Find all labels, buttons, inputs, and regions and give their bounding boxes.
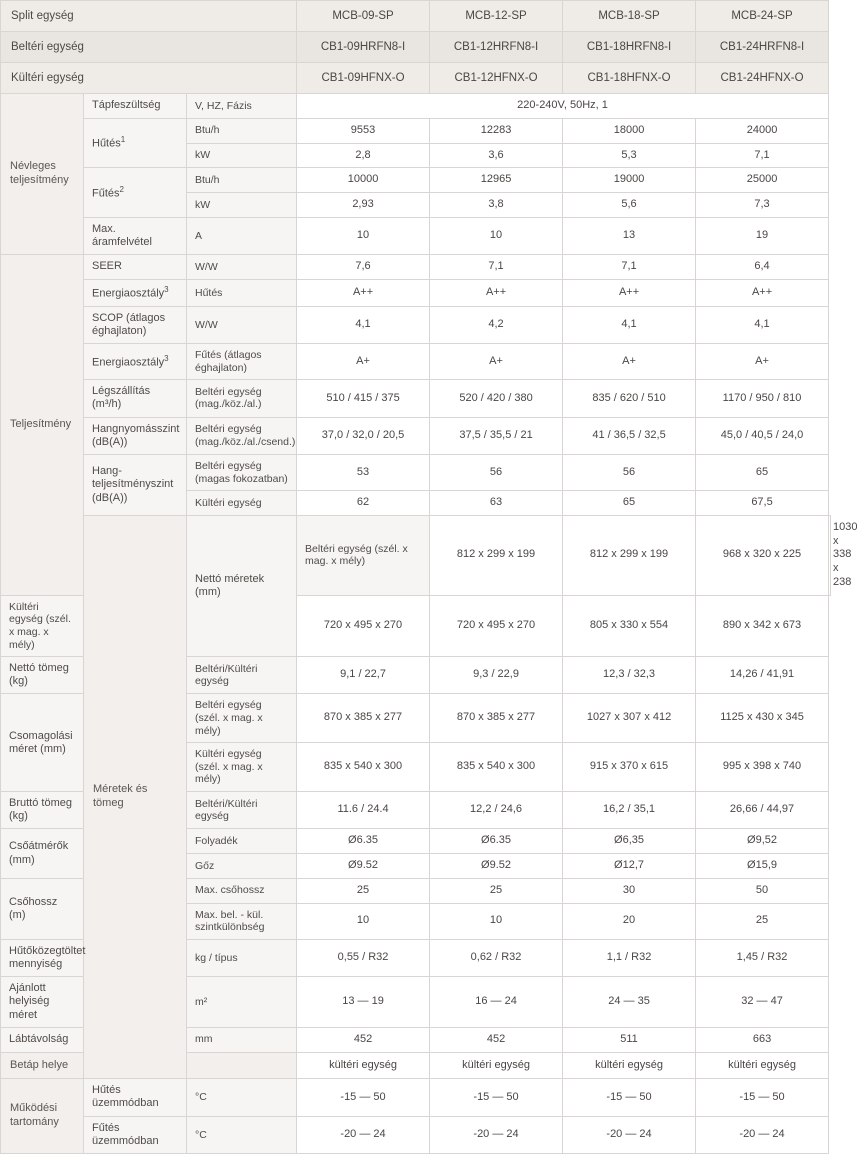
airflow-1: 510 / 415 / 375 xyxy=(297,380,430,417)
param-operating-heating: Fűtés üzemmódban xyxy=(84,1116,187,1153)
net-dim-outdoor-4: 890 x 342 x 673 xyxy=(696,595,829,656)
unit-energy-class-cooling: Hűtés xyxy=(187,279,297,306)
outdoor-model-2: CB1-12HFNX-O xyxy=(430,63,563,94)
group-operating-range: Működési tartomány xyxy=(1,1079,84,1154)
cooling-btu-1: 9553 xyxy=(297,118,430,143)
seer-4: 6,4 xyxy=(696,255,829,280)
param-sound-pressure: Hangnyomásszint (dB(A)) xyxy=(84,417,187,454)
model-col-1: MCB-09-SP xyxy=(297,1,430,32)
pipe-gas-2: Ø9.52 xyxy=(430,854,563,879)
cooling-kw-3: 5,3 xyxy=(563,143,696,168)
op-heating-4: -20 — 24 xyxy=(696,1116,829,1153)
table-row xyxy=(1,344,831,380)
table-row xyxy=(1,279,831,306)
pack-dim-outdoor-4: 995 x 398 x 740 xyxy=(696,743,829,792)
refrigerant-4: 1,45 / R32 xyxy=(696,939,829,976)
unit-net-weight: Beltéri/Kültéri egység xyxy=(187,657,297,694)
energy-class-heat-4: A+ xyxy=(696,344,829,380)
pack-dim-indoor-1: 870 x 385 x 277 xyxy=(297,694,430,743)
param-gross-weight: Bruttó tömeg (kg) xyxy=(1,792,84,829)
unit-btuh: Btu/h xyxy=(187,118,297,143)
cooling-kw-2: 3,6 xyxy=(430,143,563,168)
refrigerant-1: 0,55 / R32 xyxy=(297,939,430,976)
table-row xyxy=(1,380,831,417)
sound-power-outdoor-1: 62 xyxy=(297,491,430,516)
foot-distance-3: 511 xyxy=(563,1027,696,1052)
energy-class-cool-3: A++ xyxy=(563,279,696,306)
sound-power-indoor-1: 53 xyxy=(297,455,430,491)
sound-pressure-4: 45,0 / 40,5 / 24,0 xyxy=(696,417,829,454)
table-row xyxy=(1,1052,831,1079)
outdoor-model-3: CB1-18HFNX-O xyxy=(563,63,696,94)
gross-weight-2: 12,2 / 24,6 xyxy=(430,792,563,829)
pack-dim-outdoor-1: 835 x 540 x 300 xyxy=(297,743,430,792)
sound-power-outdoor-4: 67,5 xyxy=(696,491,829,516)
param-room-size: Ajánlott helyiség méret xyxy=(1,977,84,1028)
param-energy-class-heating: Energiaosztály$^3$ xyxy=(84,344,187,380)
op-heating-2: -20 — 24 xyxy=(430,1116,563,1153)
unit-operating-cooling: °C xyxy=(187,1079,297,1116)
seer-2: 7,1 xyxy=(430,255,563,280)
param-energy-class-cooling: Energiaosztály$^3$ xyxy=(84,279,187,306)
refrigerant-2: 0,62 / R32 xyxy=(430,939,563,976)
unit-refrigerant-charge: kg / típus xyxy=(187,939,297,976)
scop-4: 4,1 xyxy=(696,306,829,343)
table-row xyxy=(1,1079,831,1116)
param-airflow: Légszállítás (m³/h) xyxy=(84,380,187,417)
op-cooling-3: -15 — 50 xyxy=(563,1079,696,1116)
table-row xyxy=(1,94,831,119)
pack-dim-indoor-3: 1027 x 307 x 412 xyxy=(563,694,696,743)
unit-net-dim-indoor: Beltéri egység (szél. x mag. x mély) xyxy=(297,515,430,595)
sound-pressure-2: 37,5 / 35,5 / 21 xyxy=(430,417,563,454)
unit-gross-weight: Beltéri/Kültéri egység xyxy=(187,792,297,829)
unit-scop: W/W xyxy=(187,306,297,343)
param-seer: SEER xyxy=(84,255,187,280)
scop-1: 4,1 xyxy=(297,306,430,343)
outdoor-model-1: CB1-09HFNX-O xyxy=(297,63,430,94)
unit-foot-distance: mm xyxy=(187,1027,297,1052)
net-dim-outdoor-3: 805 x 330 x 554 xyxy=(563,595,696,656)
group-performance: Teljesítmény xyxy=(1,255,84,596)
room-size-1: 13 — 19 xyxy=(297,977,430,1028)
sound-power-indoor-4: 65 xyxy=(696,455,829,491)
group-power-supply-location: Betáp helye xyxy=(1,1052,297,1079)
param-sound-power: Hang-teljesítményszint (dB(A)) xyxy=(84,455,187,516)
sound-power-indoor-3: 56 xyxy=(563,455,696,491)
sound-power-indoor-2: 56 xyxy=(430,455,563,491)
pipe-max-height-2: 10 xyxy=(430,903,563,939)
unit-net-dim-outdoor: Kültéri egység (szél. x mag. x mély) xyxy=(1,595,84,656)
net-weight-4: 14,26 / 41,91 xyxy=(696,657,829,694)
pipe-liquid-2: Ø6.35 xyxy=(430,829,563,854)
pipe-gas-3: Ø12,7 xyxy=(563,854,696,879)
scop-3: 4,1 xyxy=(563,306,696,343)
op-heating-3: -20 — 24 xyxy=(563,1116,696,1153)
heating-btu-2: 12965 xyxy=(430,168,563,193)
outdoor-model-4: CB1-24HFNX-O xyxy=(696,63,829,94)
net-weight-1: 9,1 / 22,7 xyxy=(297,657,430,694)
table-row xyxy=(1,118,831,143)
heating-btu-1: 10000 xyxy=(297,168,430,193)
seer-1: 7,6 xyxy=(297,255,430,280)
param-pipe-diameters: Csőátmérők (mm) xyxy=(1,829,84,879)
table-row xyxy=(1,255,831,280)
param-heating: Fűtés$^2$ xyxy=(84,168,187,218)
param-foot-distance: Lábtávolság xyxy=(1,1027,84,1052)
unit-pipe-max-height: Max. bel. - kül. szintkülönbség xyxy=(187,903,297,939)
gross-weight-3: 16,2 / 35,1 xyxy=(563,792,696,829)
indoor-model-2: CB1-12HRFN8-I xyxy=(430,32,563,63)
airflow-3: 835 / 620 / 510 xyxy=(563,380,696,417)
unit-kw: kW xyxy=(187,143,297,168)
cooling-btu-3: 18000 xyxy=(563,118,696,143)
pipe-max-height-1: 10 xyxy=(297,903,430,939)
pipe-max-length-2: 25 xyxy=(430,878,563,903)
table-header-outdoor xyxy=(1,63,831,94)
heating-kw-4: 7,3 xyxy=(696,193,829,218)
model-col-3: MCB-18-SP xyxy=(563,1,696,32)
param-pipe-length: Csőhossz (m) xyxy=(1,878,84,939)
max-current-2: 10 xyxy=(430,217,563,254)
unit-kw-heating: kW xyxy=(187,193,297,218)
pack-dim-indoor-4: 1125 x 430 x 345 xyxy=(696,694,829,743)
table-row xyxy=(1,168,831,193)
power-location-4: kültéri egység xyxy=(696,1052,829,1079)
cooling-btu-2: 12283 xyxy=(430,118,563,143)
unit-sound-pressure: Beltéri egység (mag./köz./al./csend.) xyxy=(187,417,297,454)
op-cooling-2: -15 — 50 xyxy=(430,1079,563,1116)
gross-weight-1: 11.6 / 24.4 xyxy=(297,792,430,829)
pipe-gas-1: Ø9.52 xyxy=(297,854,430,879)
param-net-weight: Nettó tömeg (kg) xyxy=(1,657,84,694)
pipe-max-height-3: 20 xyxy=(563,903,696,939)
pipe-max-length-1: 25 xyxy=(297,878,430,903)
heating-btu-4: 25000 xyxy=(696,168,829,193)
pack-dim-outdoor-3: 915 x 370 x 615 xyxy=(563,743,696,792)
pipe-liquid-4: Ø9,52 xyxy=(696,829,829,854)
op-cooling-1: -15 — 50 xyxy=(297,1079,430,1116)
pipe-liquid-1: Ø6.35 xyxy=(297,829,430,854)
energy-class-heat-3: A+ xyxy=(563,344,696,380)
table-header-indoor xyxy=(1,32,831,63)
unit-energy-class-heating: Fűtés (átlagos éghajlaton) xyxy=(187,344,297,380)
gross-weight-4: 26,66 / 44,97 xyxy=(696,792,829,829)
pipe-max-length-3: 30 xyxy=(563,878,696,903)
table-header-split xyxy=(1,1,831,32)
table-row xyxy=(1,217,831,254)
param-packing-dimensions: Csomagolási méret (mm) xyxy=(1,694,84,792)
max-current-4: 19 xyxy=(696,217,829,254)
group-nominal-capacity: Névleges teljesítmény xyxy=(1,94,84,255)
cooling-kw-1: 2,8 xyxy=(297,143,430,168)
value-supply-voltage: 220-240V, 50Hz, 1 xyxy=(297,94,829,119)
model-col-4: MCB-24-SP xyxy=(696,1,829,32)
seer-3: 7,1 xyxy=(563,255,696,280)
group-dimensions-weight: Méretek és tömeg xyxy=(84,515,187,1078)
sound-pressure-1: 37,0 / 32,0 / 20,5 xyxy=(297,417,430,454)
header-label-outdoor: Kültéri egység xyxy=(1,63,297,94)
net-dim-indoor-1: 812 x 299 x 199 xyxy=(430,515,563,595)
sound-power-outdoor-2: 63 xyxy=(430,491,563,516)
net-weight-2: 9,3 / 22,9 xyxy=(430,657,563,694)
net-dim-outdoor-1: 720 x 495 x 270 xyxy=(297,595,430,656)
unit-sound-power-outdoor: Kültéri egység xyxy=(187,491,297,516)
unit-btuh-heating: Btu/h xyxy=(187,168,297,193)
unit-seer: W/W xyxy=(187,255,297,280)
unit-pipe-liquid: Folyadék xyxy=(187,829,297,854)
cooling-btu-4: 24000 xyxy=(696,118,829,143)
airflow-2: 520 / 420 / 380 xyxy=(430,380,563,417)
room-size-2: 16 — 24 xyxy=(430,977,563,1028)
table-row xyxy=(1,306,831,343)
power-location-3: kültéri egység xyxy=(563,1052,696,1079)
unit-operating-heating: °C xyxy=(187,1116,297,1153)
energy-class-cool-2: A++ xyxy=(430,279,563,306)
unit-pack-dim-indoor: Beltéri egység (szél. x mag. x mély) xyxy=(187,694,297,743)
foot-distance-1: 452 xyxy=(297,1027,430,1052)
energy-class-cool-4: A++ xyxy=(696,279,829,306)
heating-kw-1: 2,93 xyxy=(297,193,430,218)
foot-distance-4: 663 xyxy=(696,1027,829,1052)
net-dim-indoor-4: 1030 x 338 x 238 xyxy=(829,515,831,595)
pack-dim-indoor-2: 870 x 385 x 277 xyxy=(430,694,563,743)
energy-class-heat-1: A+ xyxy=(297,344,430,380)
table-row xyxy=(1,417,831,454)
unit-pipe-max-length: Max. csőhossz xyxy=(187,878,297,903)
sound-pressure-3: 41 / 36,5 / 32,5 xyxy=(563,417,696,454)
unit-pack-dim-outdoor: Kültéri egység (szél. x mag. x mély) xyxy=(187,743,297,792)
heating-kw-3: 5,6 xyxy=(563,193,696,218)
unit-supply-voltage: V, HZ, Fázis xyxy=(187,94,297,119)
scop-2: 4,2 xyxy=(430,306,563,343)
table-row xyxy=(1,455,831,491)
indoor-model-1: CB1-09HRFN8-I xyxy=(297,32,430,63)
heating-btu-3: 19000 xyxy=(563,168,696,193)
unit-max-current: A xyxy=(187,217,297,254)
op-cooling-4: -15 — 50 xyxy=(696,1079,829,1116)
indoor-model-3: CB1-18HRFN8-I xyxy=(563,32,696,63)
param-cooling: Hűtés$^1$ xyxy=(84,118,187,168)
energy-class-heat-2: A+ xyxy=(430,344,563,380)
unit-pipe-gas: Gőz xyxy=(187,854,297,879)
table-row xyxy=(1,515,831,595)
foot-distance-2: 452 xyxy=(430,1027,563,1052)
op-heating-1: -20 — 24 xyxy=(297,1116,430,1153)
pipe-gas-4: Ø15,9 xyxy=(696,854,829,879)
sound-power-outdoor-3: 65 xyxy=(563,491,696,516)
heating-kw-2: 3,8 xyxy=(430,193,563,218)
pipe-max-length-4: 50 xyxy=(696,878,829,903)
param-max-current: Max. áramfelvétel xyxy=(84,217,187,254)
power-location-1: kültéri egység xyxy=(297,1052,430,1079)
cooling-kw-4: 7,1 xyxy=(696,143,829,168)
room-size-3: 24 — 35 xyxy=(563,977,696,1028)
table-row xyxy=(1,1116,831,1153)
model-col-2: MCB-12-SP xyxy=(430,1,563,32)
net-dim-indoor-3: 968 x 320 x 225 xyxy=(696,515,829,595)
pack-dim-outdoor-2: 835 x 540 x 300 xyxy=(430,743,563,792)
unit-sound-power-indoor: Beltéri egység (magas fokozatban) xyxy=(187,455,297,491)
power-location-2: kültéri egység xyxy=(430,1052,563,1079)
param-refrigerant-charge: Hűtőközegtöltet mennyiség xyxy=(1,939,84,976)
pipe-liquid-3: Ø6,35 xyxy=(563,829,696,854)
header-label-split: Split egység xyxy=(1,1,297,32)
header-label-indoor: Beltéri egység xyxy=(1,32,297,63)
energy-class-cool-1: A++ xyxy=(297,279,430,306)
room-size-4: 32 — 47 xyxy=(696,977,829,1028)
param-scop: SCOP (átlagos éghajlaton) xyxy=(84,306,187,343)
pipe-max-height-4: 25 xyxy=(696,903,829,939)
unit-room-size: m² xyxy=(187,977,297,1028)
max-current-1: 10 xyxy=(297,217,430,254)
airflow-4: 1170 / 950 / 810 xyxy=(696,380,829,417)
net-dim-outdoor-2: 720 x 495 x 270 xyxy=(430,595,563,656)
refrigerant-3: 1,1 / R32 xyxy=(563,939,696,976)
net-dim-indoor-2: 812 x 299 x 199 xyxy=(563,515,696,595)
param-operating-cooling: Hűtés üzemmódban xyxy=(84,1079,187,1116)
param-supply-voltage: Tápfeszültség xyxy=(84,94,187,119)
net-weight-3: 12,3 / 32,3 xyxy=(563,657,696,694)
unit-airflow: Beltéri egység (mag./köz./al.) xyxy=(187,380,297,417)
max-current-3: 13 xyxy=(563,217,696,254)
indoor-model-4: CB1-24HRFN8-I xyxy=(696,32,829,63)
param-net-dimensions: Nettó méretek (mm) xyxy=(187,515,297,656)
